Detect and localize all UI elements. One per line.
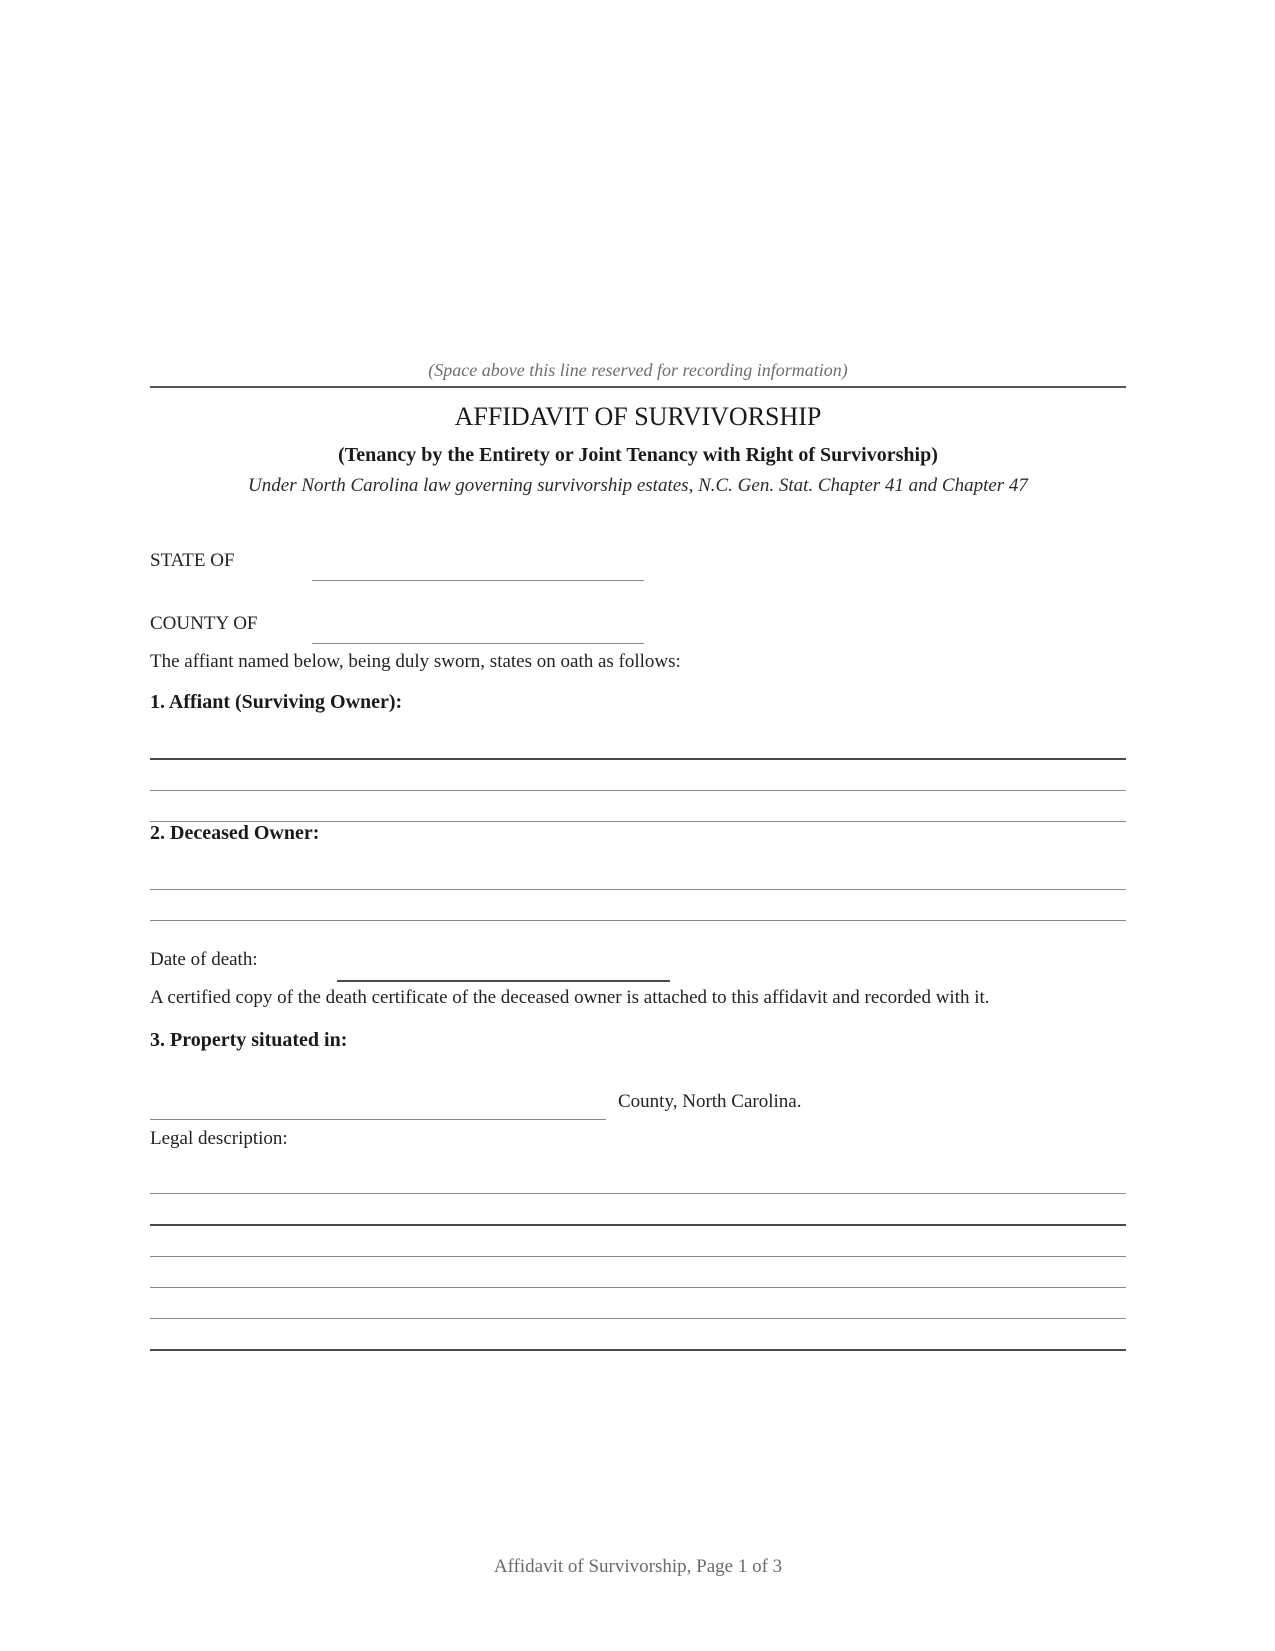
document-title: AFFIDAVIT OF SURVIVORSHIP xyxy=(454,402,822,431)
death-certificate-note: A certified copy of the death certificate of the deceased owner is attached to this affidavit and recorded with it. xyxy=(150,987,990,1008)
county-label: COUNTY OF xyxy=(150,613,258,634)
deceased-line-1[interactable] xyxy=(150,889,1126,890)
date-of-death-label: Date of death: xyxy=(150,949,258,970)
state-field-line[interactable] xyxy=(312,580,644,581)
affiant-line-1[interactable] xyxy=(150,758,1126,760)
legal-description-label: Legal description: xyxy=(150,1128,288,1149)
section-2-heading: 2. Deceased Owner: xyxy=(150,822,320,844)
statutory-authority: Under North Carolina law governing survivorship estates, N.C. Gen. Stat. Chapter 41 and Chapter 47 xyxy=(248,475,1028,496)
section-3-heading: 3. Property situated in: xyxy=(150,1029,348,1051)
legal-description-line-2[interactable] xyxy=(150,1224,1126,1226)
recording-reserved-note: (Space above this line reserved for recording information) xyxy=(428,360,848,380)
intro-statement: The affiant named below, being duly sworn, states on oath as follows: xyxy=(150,651,681,672)
legal-description-line-6[interactable] xyxy=(150,1349,1126,1351)
affiant-line-2[interactable] xyxy=(150,790,1126,791)
date-of-death-field-line[interactable] xyxy=(337,980,670,982)
county-field-line[interactable] xyxy=(312,643,644,644)
deceased-line-2[interactable] xyxy=(150,920,1126,921)
property-county-suffix: County, North Carolina. xyxy=(618,1091,802,1112)
property-county-field-line[interactable] xyxy=(150,1119,606,1120)
legal-description-line-3[interactable] xyxy=(150,1256,1126,1257)
legal-description-line-5[interactable] xyxy=(150,1318,1126,1319)
section-1-heading: 1. Affiant (Surviving Owner): xyxy=(150,691,403,713)
legal-description-line-1[interactable] xyxy=(150,1193,1126,1194)
state-label: STATE OF xyxy=(150,550,235,571)
document-subtitle: (Tenancy by the Entirety or Joint Tenancy with Right of Survivorship) xyxy=(338,444,938,466)
legal-description-line-4[interactable] xyxy=(150,1287,1126,1288)
page-footer: Affidavit of Survivorship, Page 1 of 3 xyxy=(493,1556,783,1577)
recording-divider-line xyxy=(150,386,1126,388)
